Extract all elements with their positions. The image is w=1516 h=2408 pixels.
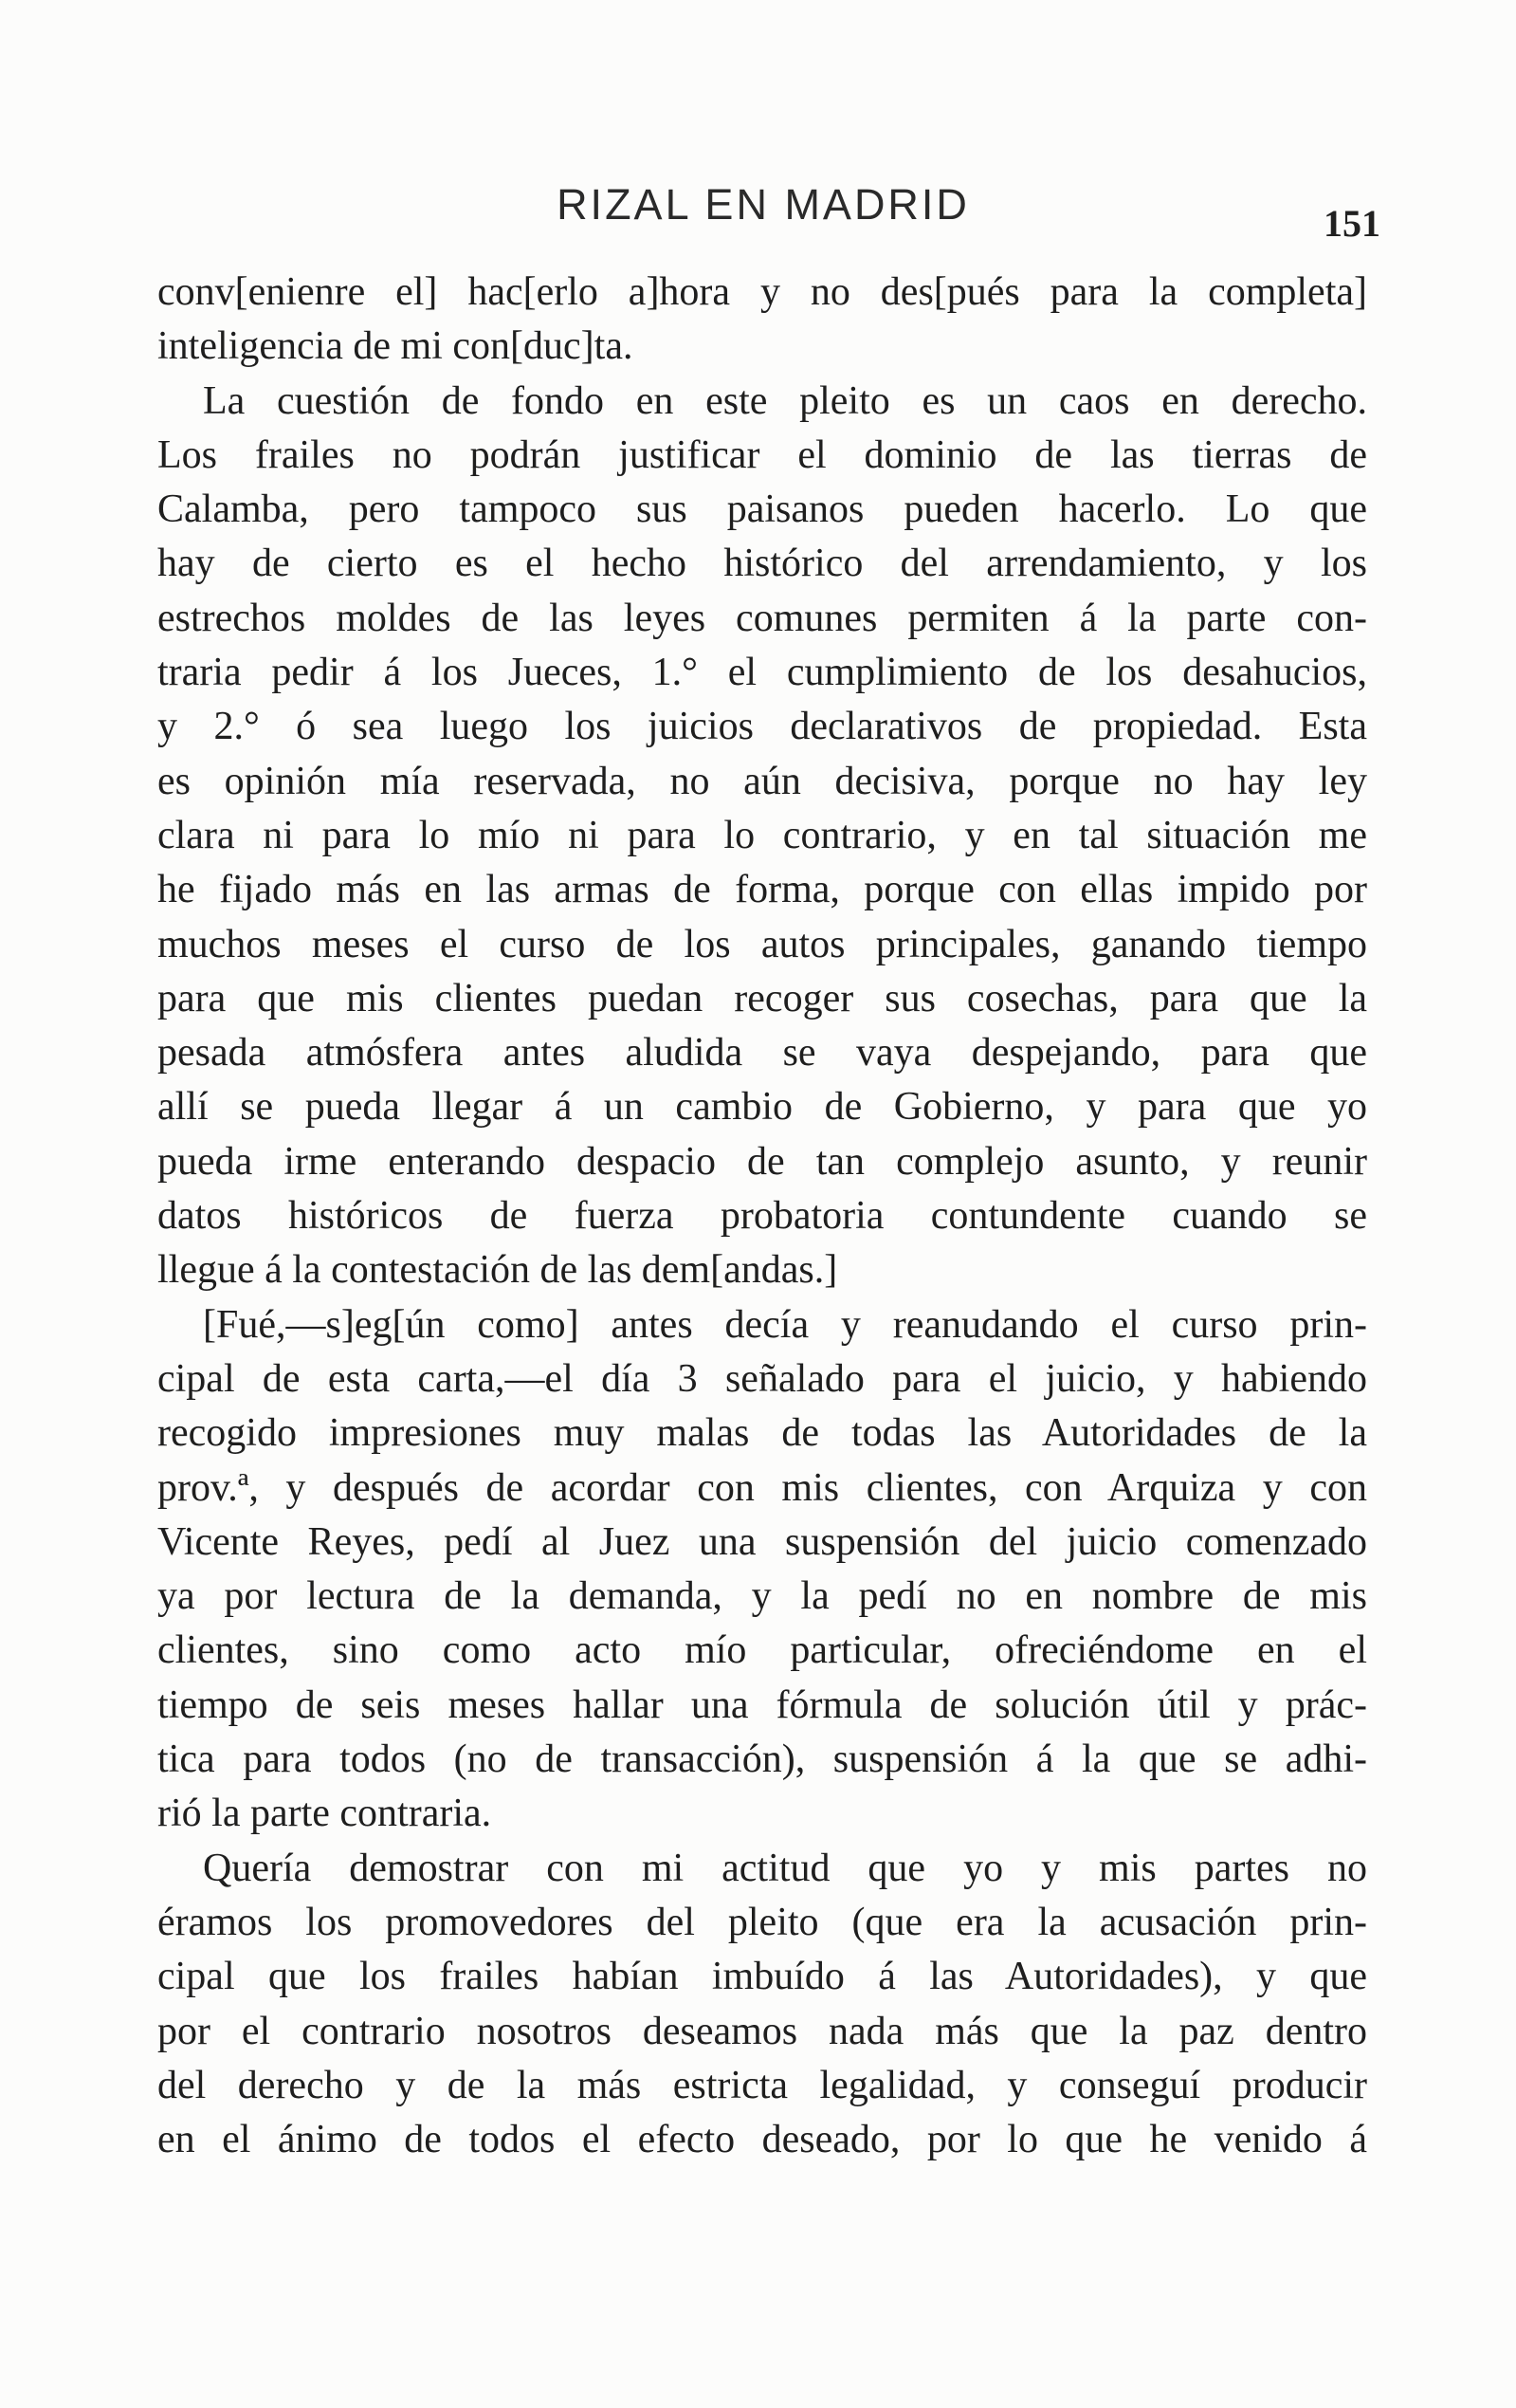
text-line: Quería demostrar con mi actitud que yo y mis partes no xyxy=(203,1846,1367,1890)
body-text xyxy=(157,266,1367,2167)
text-line: tica para todos (no de transacción), suspensión á la que se adhi- xyxy=(157,1737,1367,1782)
text-line: cipal que los frailes habían imbuído á las Autoridades), y que xyxy=(157,1955,1367,1999)
text-line: prov.ª, y después de acordar con mis clientes, con Arquiza y con xyxy=(157,1465,1367,1510)
text-line: llegue á la contestación de las dem[andas.] xyxy=(157,1248,838,1293)
text-line: cipal de esta carta,—el día 3 señalado para el juicio, y habiendo xyxy=(157,1356,1367,1401)
text-line: recogido impresiones muy malas de todas las Autoridades de la xyxy=(157,1411,1367,1456)
text-line: estrechos moldes de las leyes comunes permiten á la parte con- xyxy=(157,596,1367,640)
text-line: traria pedir á los Jueces, 1.° el cumplimiento de los desahucios, xyxy=(157,651,1367,695)
text-line: conv[enienre el] hac[erlo a]hora y no des[pués para la completa] xyxy=(157,270,1367,314)
text-line: he fijado más en las armas de forma, porque con ellas impido por xyxy=(157,868,1367,912)
text-line: La cuestión de fondo en este pleito es un caos en derecho. xyxy=(203,378,1367,423)
text-line: muchos meses el curso de los autos principales, ganando tiempo xyxy=(157,922,1367,966)
text-line: éramos los promovedores del pleito (que era la acusación prin- xyxy=(157,1900,1367,1944)
text-line: en el ánimo de todos el efecto deseado, por lo que he venido á xyxy=(157,2118,1367,2162)
text-line: ya por lectura de la demanda, y la pedí no en nombre de mis xyxy=(157,1574,1367,1619)
text-line: datos históricos de fuerza probatoria contundente cuando se xyxy=(157,1194,1367,1239)
text-line: pesada atmósfera antes aludida se vaya despejando, para que xyxy=(157,1031,1367,1075)
text-line: clientes, sino como acto mío particular, ofreciéndome en el xyxy=(157,1628,1367,1673)
running-title: RIZAL EN MADRID xyxy=(557,180,970,229)
text-line: para que mis clientes puedan recoger sus cosechas, para que la xyxy=(157,976,1367,1020)
page-header xyxy=(152,180,1380,245)
text-line: Los frailes no podrán justificar el dominio de las tierras de xyxy=(157,432,1367,477)
page-number: 151 xyxy=(1324,202,1380,245)
text-line: y 2.° ó sea luego los juicios declarativos de propiedad. Esta xyxy=(157,705,1367,749)
text-line: inteligencia de mi con[duc]ta. xyxy=(157,324,633,369)
text-line: Vicente Reyes, pedí al Juez una suspensión del juicio comenzado xyxy=(157,1519,1367,1564)
text-line: del derecho y de la más estricta legalidad, y conseguí producir xyxy=(157,2063,1367,2107)
text-line: tiempo de seis meses hallar una fórmula de solución útil y prác- xyxy=(157,1682,1367,1727)
text-line: allí se pueda llegar á un cambio de Gobierno, y para que yo xyxy=(157,1085,1367,1130)
text-line: pueda irme enterando despacio de tan complejo asunto, y reunir xyxy=(157,1139,1367,1184)
text-line: hay de cierto es el hecho histórico del arrendamiento, y los xyxy=(157,542,1367,586)
text-line: por el contrario nosotros deseamos nada más que la paz dentro xyxy=(157,2009,1367,2053)
text-line: rió la parte contraria. xyxy=(157,1792,492,1836)
text-line: clara ni para lo mío ni para lo contrario, y en tal situación me xyxy=(157,813,1367,857)
text-line: es opinión mía reservada, no aún decisiva, porque no hay ley xyxy=(157,759,1367,803)
text-line: Calamba, pero tampoco sus paisanos pueden hacerlo. Lo que xyxy=(157,487,1367,532)
text-line: [Fué,—s]eg[ún como] antes decía y reanudando el curso prin- xyxy=(203,1302,1367,1347)
